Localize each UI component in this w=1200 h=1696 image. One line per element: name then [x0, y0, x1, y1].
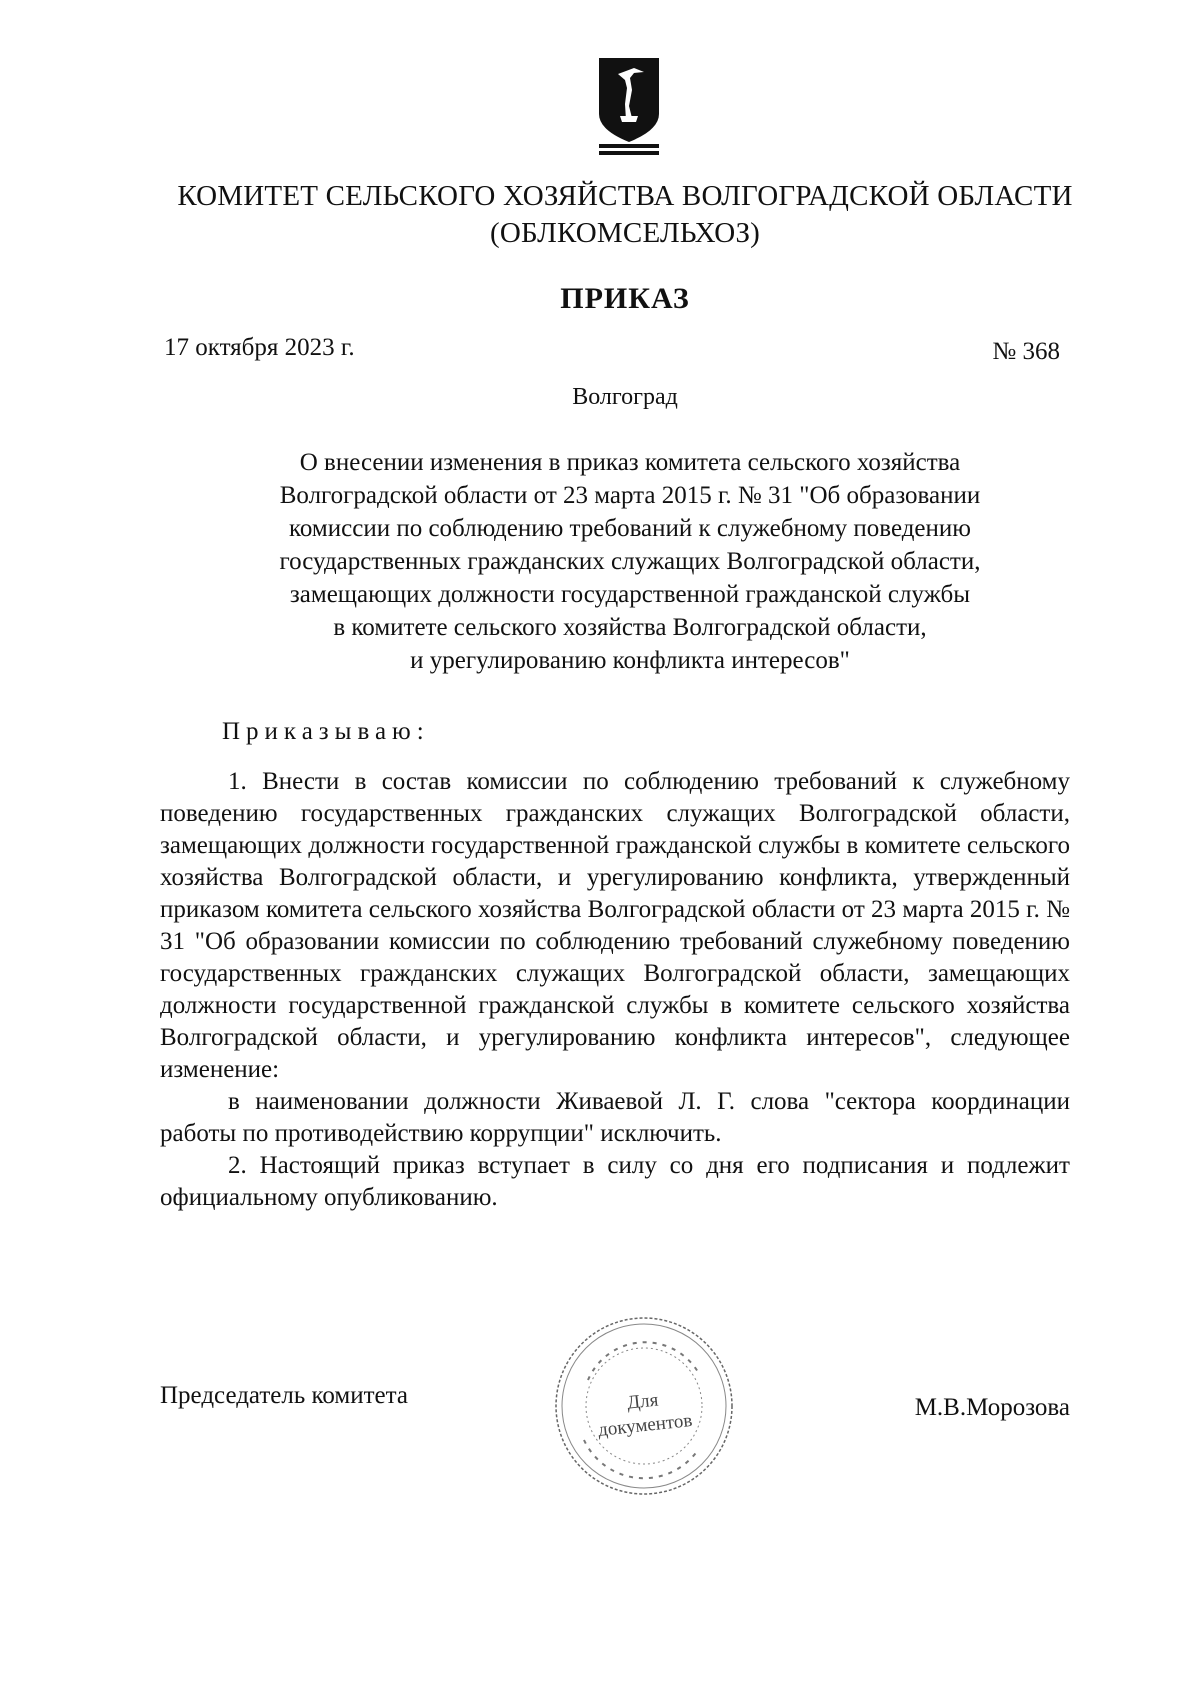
paragraph-item-1: 1. Внести в состав комиссии по соблюдению требований к служебному поведению государственных гражданских служащих Волгоградской области, замещающих должности государственной гражданской службы в комитете сельского хозяйства Волгоградской области, и урегулированию конфликта, утвержденный приказом комитета сельского хозяйства Волгоградской области от 23 марта 2015 г. № 31 "Об образовании комиссии по соблюдению требований служебному поведению государственных гражданских служащих Волгоградской области, замещающих должности государственной гражданской службы в комитете сельского хозяйства Волгоградской области, и урегулированию конфликта интересов", следующее изменение: [160, 768, 1070, 1083]
document-title-line: и урегулированию конфликта интересов" [410, 647, 850, 674]
signer-title: Председатель комитета [160, 1382, 408, 1409]
document-title-line: в комитете сельского хозяйства Волгоградской области, [333, 614, 927, 641]
order-word: Приказываю: [222, 718, 430, 745]
document-title-line: Волгоградской области от 23 марта 2015 г. № 31 "Об образовании [279, 482, 981, 509]
stamp-text-line1: Для [626, 1389, 660, 1414]
document-title-line: О внесении изменения в приказ комитета сельского хозяйства [299, 449, 961, 476]
document-title-line: комиссии по соблюдению требований к служебному поведению [289, 515, 971, 542]
stamp-text-line2: документов [597, 1410, 694, 1441]
document-title [180, 446, 1080, 677]
paragraph-change: в наименовании должности Живаевой Л. Г. слова "сектора координации работы по противодействию коррупции" исключить. [160, 1088, 1070, 1147]
paragraph-item-2: 2. Настоящий приказ вступает в силу со дня его подписания и подлежит официальному опубликованию. [160, 1152, 1070, 1211]
document-body [160, 766, 1070, 1214]
document-date: 17 октября 2023 г. [164, 334, 355, 361]
organization-name-line1: КОМИТЕТ СЕЛЬСКОГО ХОЗЯЙСТВА ВОЛГОГРАДСКОЙ ОБЛАСТИ [177, 180, 1073, 212]
document-type: ПРИКАЗ [560, 282, 690, 315]
document-city: Волгоград [572, 384, 678, 410]
coat-of-arms-icon [596, 56, 662, 156]
document-title-line: государственных гражданских служащих Волгоградской области, [279, 548, 981, 575]
signer-name: М.В.Морозова [914, 1394, 1070, 1421]
document-title-line: замещающих должности государственной гражданской службы [289, 581, 971, 608]
organization-name-line2: (ОБЛКОМСЕЛЬХОЗ) [489, 217, 761, 249]
document-number: № 368 [992, 338, 1060, 365]
organization-name [100, 178, 1150, 252]
